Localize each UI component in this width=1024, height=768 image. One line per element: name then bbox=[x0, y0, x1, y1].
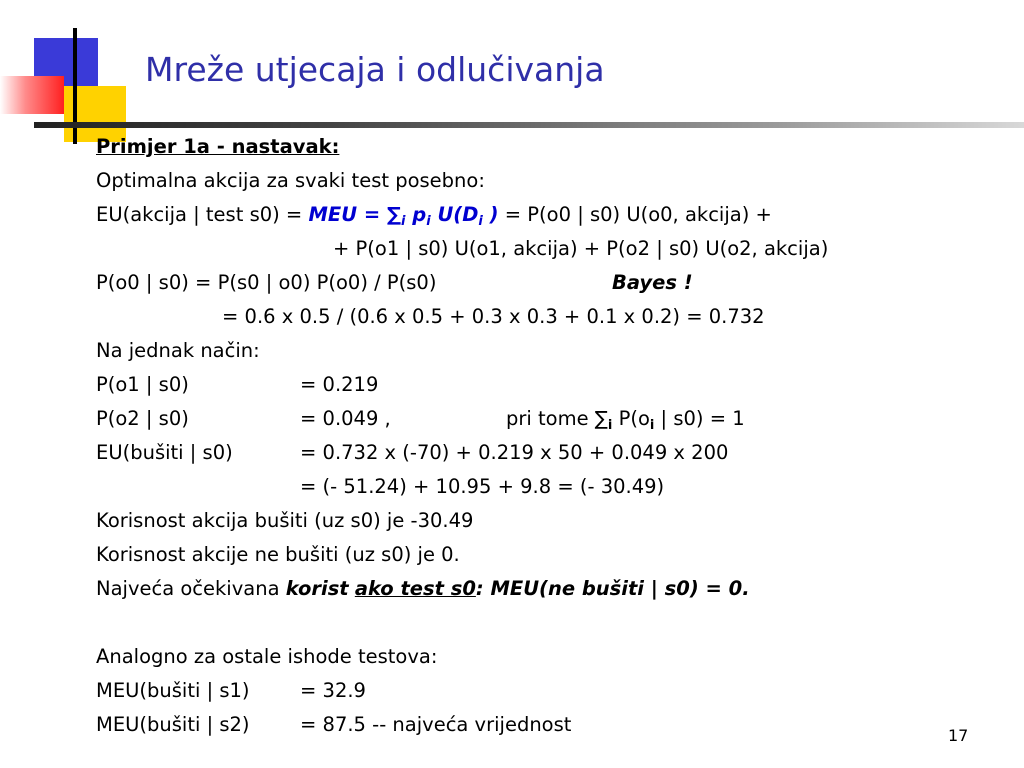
meu-s2-value: = 87.5 -- najveća vrijednost bbox=[300, 713, 572, 736]
utility-line-1: Korisnost akcija bušiti (uz s0) je -30.49 bbox=[96, 509, 474, 532]
utility-line-2: Korisnost akcije ne bušiti (uz s0) je 0. bbox=[96, 543, 460, 566]
eu-formula-line: EU(akcija | test s0) = MEU = $\sum_i$ $p_i$ $U(D_i$ ) = P(o0 | s0) U(o0, akcija) + bbox=[96, 203, 772, 229]
p-o2-label: P(o2 | s0) bbox=[96, 407, 189, 430]
analog-line: Analogno za ostale ishode testova: bbox=[96, 645, 438, 668]
eu-busiti-result: = (- 51.24) + 10.95 + 9.8 = (- 30.49) bbox=[300, 475, 665, 498]
bayes-calculation: = 0.6 x 0.5 / (0.6 x 0.5 + 0.3 x 0.3 + 0.1 x 0.2) = 0.732 bbox=[222, 305, 765, 328]
eu-formula-continuation: + P(o1 | s0) U(o1, akcija) + P(o2 | s0) U(o2, akcija) bbox=[333, 237, 829, 260]
eu-busiti-label: EU(bušiti | s0) bbox=[96, 441, 233, 464]
max-expected-line: Najveća očekivana korist ako test s0: MEU(ne bušiti | s0) = 0. bbox=[96, 577, 750, 600]
eu-busiti-value: = 0.732 x (-70) + 0.219 x 50 + 0.049 x 200 bbox=[300, 441, 729, 464]
p-o2-value: = 0.049 , bbox=[300, 407, 391, 430]
page-number: 17 bbox=[948, 726, 969, 745]
example-heading: Primjer 1a - nastavak: bbox=[96, 135, 340, 158]
bayes-formula: P(o0 | s0) = P(s0 | o0) P(o0) / P(s0) bbox=[96, 271, 437, 294]
meu-expression: MEU = $\sum_i$ $p_i$ $U(D_i$ ) bbox=[308, 203, 499, 229]
same-way-line: Na jednak način: bbox=[96, 339, 260, 362]
optimal-action-line: Optimalna akcija za svaki test posebno: bbox=[96, 169, 485, 192]
meu-s2-label: MEU(bušiti | s2) bbox=[96, 713, 250, 736]
p-o1-value: = 0.219 bbox=[300, 373, 379, 396]
p-o2-note: pri tome $\sum_i$ $P(o_i$ | s0) = 1 bbox=[506, 407, 745, 433]
meu-s1-value: = 32.9 bbox=[300, 679, 366, 702]
title-divider bbox=[34, 122, 1024, 128]
bayes-label: Bayes ! bbox=[612, 271, 693, 294]
decor-red-bar bbox=[0, 76, 64, 114]
meu-s1-label: MEU(bušiti | s1) bbox=[96, 679, 250, 702]
p-o1-label: P(o1 | s0) bbox=[96, 373, 189, 396]
slide-title: Mreže utjecaja i odlučivanja bbox=[145, 50, 605, 89]
